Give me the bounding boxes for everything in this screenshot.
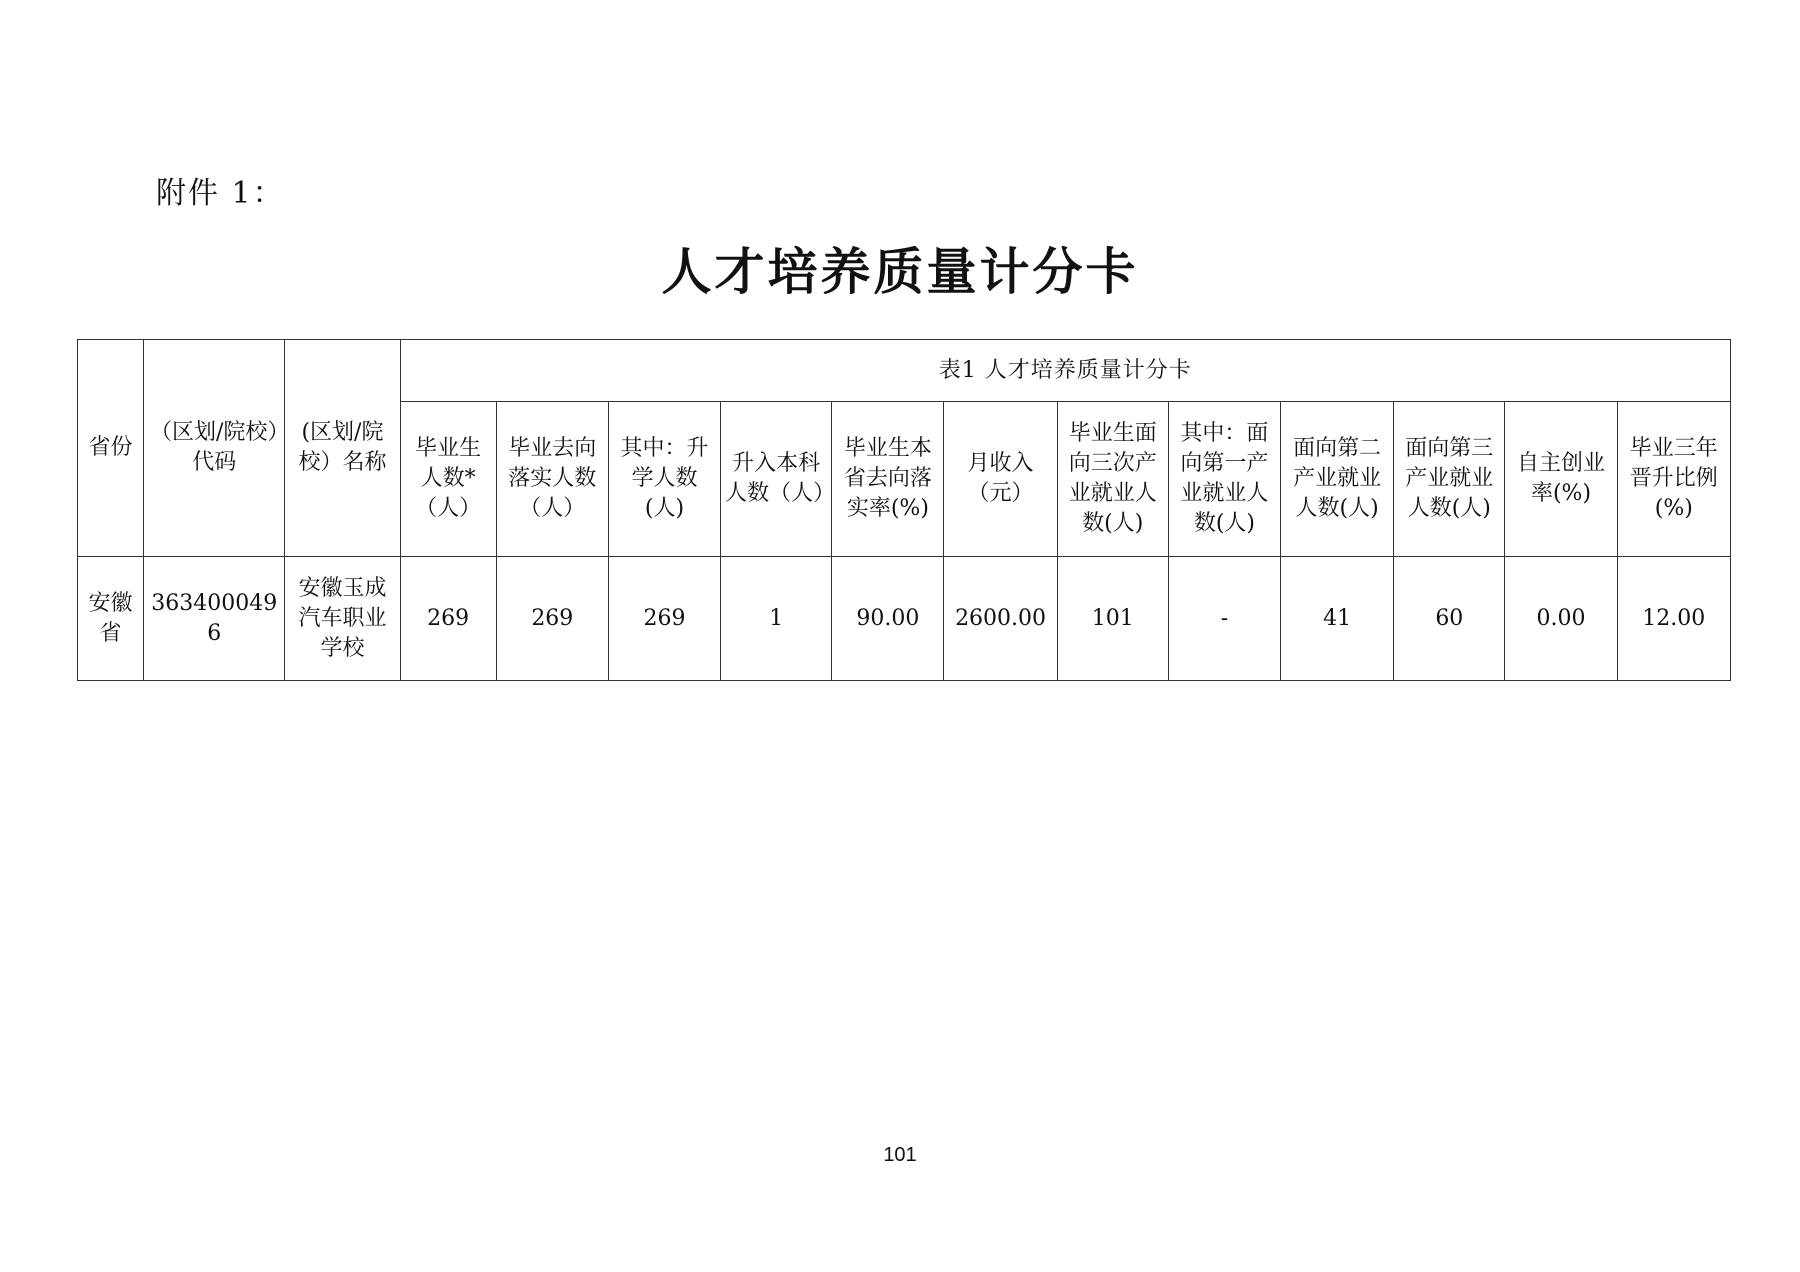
header-name: (区划/院校）名称 [285,340,400,557]
attachment-label: 附件 1： [156,176,285,211]
header-entrepreneurship-rate: 自主创业率(%) [1505,402,1617,557]
cell-promotion-ratio: 12.00 [1617,557,1730,681]
header-province: 省份 [78,340,144,557]
cell-graduates: 269 [400,557,496,681]
cell-entrepreneurship-rate: 0.00 [1505,557,1617,681]
header-monthly-income: 月收入（元） [944,402,1057,557]
cell-name: 安徽玉成汽车职业学校 [285,557,400,681]
cell-primary-industry: - [1168,557,1280,681]
header-province-placement-rate: 毕业生本省去向落实率(%) [832,402,944,557]
cell-province-placement-rate: 90.00 [832,557,944,681]
cell-secondary-industry: 41 [1281,557,1394,681]
scorecard-table [77,339,1731,681]
cell-monthly-income: 2600.00 [944,557,1057,681]
header-primary-industry: 其中：面向第一产业就业人数(人) [1168,402,1280,557]
header-undergrad-entry: 升入本科人数（人） [721,402,832,557]
page-number: 101 [883,1144,917,1166]
header-further-study: 其中：升学人数(人) [608,402,720,557]
cell-further-study: 269 [608,557,720,681]
table-row [78,557,1731,681]
header-placed: 毕业去向落实人数（人） [496,402,608,557]
document-title: 人才培养质量计分卡 [661,242,1139,301]
cell-code: 3634000496 [144,557,285,681]
header-code: （区划/院校）代码 [144,340,285,557]
header-graduates: 毕业生人数*（人） [400,402,496,557]
cell-placed: 269 [496,557,608,681]
header-three-industries: 毕业生面向三次产业就业人数(人) [1057,402,1168,557]
header-promotion-ratio: 毕业三年晋升比例(%) [1617,402,1730,557]
cell-tertiary-industry: 60 [1394,557,1505,681]
cell-province: 安徽省 [78,557,144,681]
header-secondary-industry: 面向第二产业就业人数(人) [1281,402,1394,557]
table-caption: 表1 人才培养质量计分卡 [400,340,1730,402]
header-tertiary-industry: 面向第三产业就业人数(人) [1394,402,1505,557]
cell-three-industries: 101 [1057,557,1168,681]
cell-undergrad-entry: 1 [721,557,832,681]
